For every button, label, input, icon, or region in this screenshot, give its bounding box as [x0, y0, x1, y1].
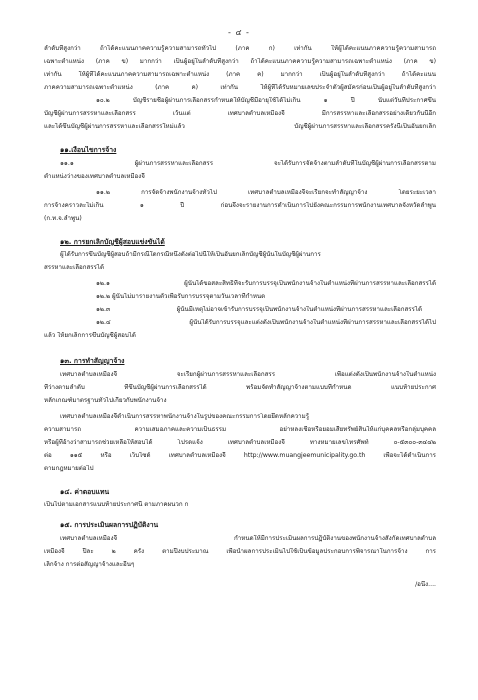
- text-line: ตามกฎหมายต่อไป: [44, 465, 94, 472]
- section-heading-11: ๑๑.เงื่อนไขการจ้าง: [60, 146, 117, 154]
- section-heading-15: ๑๕. การประเมินผลการปฏิบัติงาน: [60, 521, 159, 529]
- text-line: หลักเกณฑ์มาตรฐานทั่วไปเกี่ยวกับพนักงานจ้าง: [44, 397, 167, 404]
- page-number: - ๔ -: [228, 28, 250, 37]
- text-line: (ก.ท.จ.ลำพูน): [44, 215, 82, 222]
- text-line: ๑๐.๒ บัญชีรายชื่อผู้ผ่านการเลือกสรรกำหนดให้บัญชีมีอายุใช้ได้ไม่เกิน ๑ ปี นับแต่วันที่ประกาศขึ้น: [96, 97, 436, 104]
- section-heading-14: ๑๔. ค่าตอบแทน: [60, 488, 110, 496]
- text-line: ๑๒.๑ ผู้นั้นได้ขอสละสิทธิ์ที่จะรับการบรรจุเป็นพนักงานจ้างในตำแหน่งที่ผ่านการสรรหาและเลือกสรรได้: [96, 280, 436, 287]
- text-line: เฉพาะตำแหน่ง (ภาค ข) มากกว่า เป็นผู้อยู่ในลำดับที่สูงกว่า ถ้าได้คะแนนภาคความรู้ความสามารถเฉพาะตำแหน่ง (ภาค ข): [44, 58, 436, 65]
- text-line: ๑๒.๒ ผู้นั้นไม่มารายงานตัวเพื่อรับการบรรจุตามวันเวลาที่กำหนด: [96, 293, 266, 300]
- text-line: ผู้ได้รับการขึ้นบัญชีผู้สอบถ้ามีกรณีใดกรณีหนึ่งดังต่อไปนี้ให้เป็นอันยกเลิกบัญชีผู้นั้นในบัญชีผู้ผ่านการ: [60, 251, 321, 258]
- text-line: เหมืองจี้ ปีละ ๒ ครั้ง ตามปีงบประมาณ เพื่อนำผลการประเมินไปใช้เป็นข้อมูลประกอบการพิจารณาในการจ้าง การ: [44, 548, 436, 555]
- text-line: เป็นไปตามเอกสารแนบท้ายประกาศนี้ ตามภาคผนวก ก: [44, 501, 189, 508]
- section-heading-13: ๑๓. การทำสัญญาจ้าง: [60, 357, 125, 365]
- text-line: เท่ากัน ให้ผู้ที่ได้คะแนนภาคความสามารถเฉพาะตำแหน่ง (ภาค ค) มากกว่า เป็นผู้อยู่ในลำดับที่สูงกว่า ถ้าได้คะแนน: [44, 71, 436, 78]
- text-line: ความสามารถ ความเสมอภาคและความเป็นธรรม อย่าหลงเชื่อหรือยอมเสียทรัพย์สินให้แก่บุคคลหรือกลุ่มบุคคล: [44, 426, 436, 433]
- text-line: ต่อ ๑๑๕ หรือ เว็บไซด์ เทศบาลตำบลเหมืองจี้ http://www.muangjeemunicipality.go.th เพื่อจะได้ดำเนินการ: [44, 452, 436, 459]
- text-line: ๑๒.๓ ผู้นั้นมีเหตุไม่อาจเข้ารับการบรรจุเป็นพนักงานจ้างในตำแหน่งที่ผ่านการสรรหาและเลือกสรรได้: [96, 306, 422, 313]
- text-line: เทศบาลตำบลเหมืองจี้ จะเรียกผู้ผ่านการสรรหาและเลือกสรร เพื่อแต่งตั้งเป็นพนักงานจ้างในตำแหน่ง: [60, 371, 436, 378]
- text-line: เทศบาลตำบลเหมืองจี้ กำหนดให้มีการประเมินผลการปฏิบัติงานของพนักงานจ้างสังกัดเทศบาลตำบล: [60, 535, 436, 542]
- text-line: ๑๒.๔ ผู้นั้นได้รับการบรรจุและแต่งตั้งเป็นพนักงานจ้างในตำแหน่งที่ผ่านการสรรหาและเลือกสรรได้ไป: [96, 319, 436, 326]
- text-line: ๑๑.๑ ผู้ผ่านการสรรหาและเลือกสรร จะได้รับการจัดจ้างตามลำดับที่ในบัญชีผู้ผ่านการเลือกสรรตาม: [60, 160, 436, 167]
- text-line: ที่ว่างตามลำดับ ที่ขึ้นบัญชีผู้ผ่านการเลือกสรรได้ พร้อมจัดทำสัญญาจ้างตามแบบที่กำหนด แนบท้ายประกาศ: [44, 384, 436, 391]
- text-line: ๑๑.๒ การจัดจ้างพนักงานจ้างทั่วไป เทศบาลตำบลเหมืองจี้จะเรียกจะทำสัญญาจ้าง โดยระยะเวลา: [96, 189, 436, 196]
- text-line: และได้ขึ้นบัญชีผู้ผ่านการสรรหาและเลือกสรรใหม่แล้ว บัญชีผู้ผ่านการสรรหาและเลือกสรรครั้งนี้เป็นอันยกเลิก: [44, 123, 436, 130]
- text-line: ภาคความสามารถเฉพาะตำแหน่ง (ภาค ค) เท่ากัน ให้ผู้ที่ได้รับหมายเลขประจำตัวผู้สมัครก่อนเป็นผู้อยู่ในลำดับที่สูงกว่า: [44, 84, 436, 91]
- section-heading-12: ๑๒. การยกเลิกบัญชีผู้สอบแข่งขันได้: [60, 238, 165, 246]
- text-line: บัญชีผู้ผ่านการสรรหาและเลือกสรร เว้นแต่ เทศบาลตำบลเหมืองจี้ มีการสรรหาและเลือกสรรอย่างเดียวกันนี้อีก: [44, 110, 436, 117]
- text-line: สรรหาและเลือกสรรได้: [44, 264, 105, 271]
- continuation-marker: /อนึ่ง....: [415, 581, 436, 588]
- text-line: เลิกจ้าง การต่อสัญญาจ้างและอื่นๆ: [44, 561, 135, 568]
- text-line: แล้ว ให้ยกเลิกการขึ้นบัญชีผู้สอบได้: [44, 332, 136, 339]
- text-line: หรือผู้ที่อ้างว่าสามารถช่วยเหลือให้สอบได้ โปรดแจ้ง เทศบาลตำบลเหมืองจี้ ทางหมายเลขโทรศัพท์ ๐-๕๓๐๐-๓๔๔๒: [44, 439, 436, 446]
- text-line: เทศบาลตำบลเหมืองจี้ดำเนินการสรรหาพนักงานจ้างในรูปของคณะกรรมการโดยยึดหลักความรู้: [60, 413, 310, 420]
- text-line: ลำดับที่สูงกว่า ถ้าได้คะแนนภาคความรู้ความสามารถทั่วไป (ภาค ก) เท่ากัน ให้ผู้ได้คะแนนภาคความรู้ความสามารถ: [44, 45, 436, 52]
- text-line: ตำแหน่งว่างของเทศบาลตำบลเหมืองจี้: [44, 173, 145, 180]
- text-line: การจ้างคราวละไม่เกิน ๑ ปี ก่อนจึงจะรายงานการดำเนินการไปยังคณะกรรมการพนักงานเทศบาลจังหวัดลำพูน: [44, 202, 436, 209]
